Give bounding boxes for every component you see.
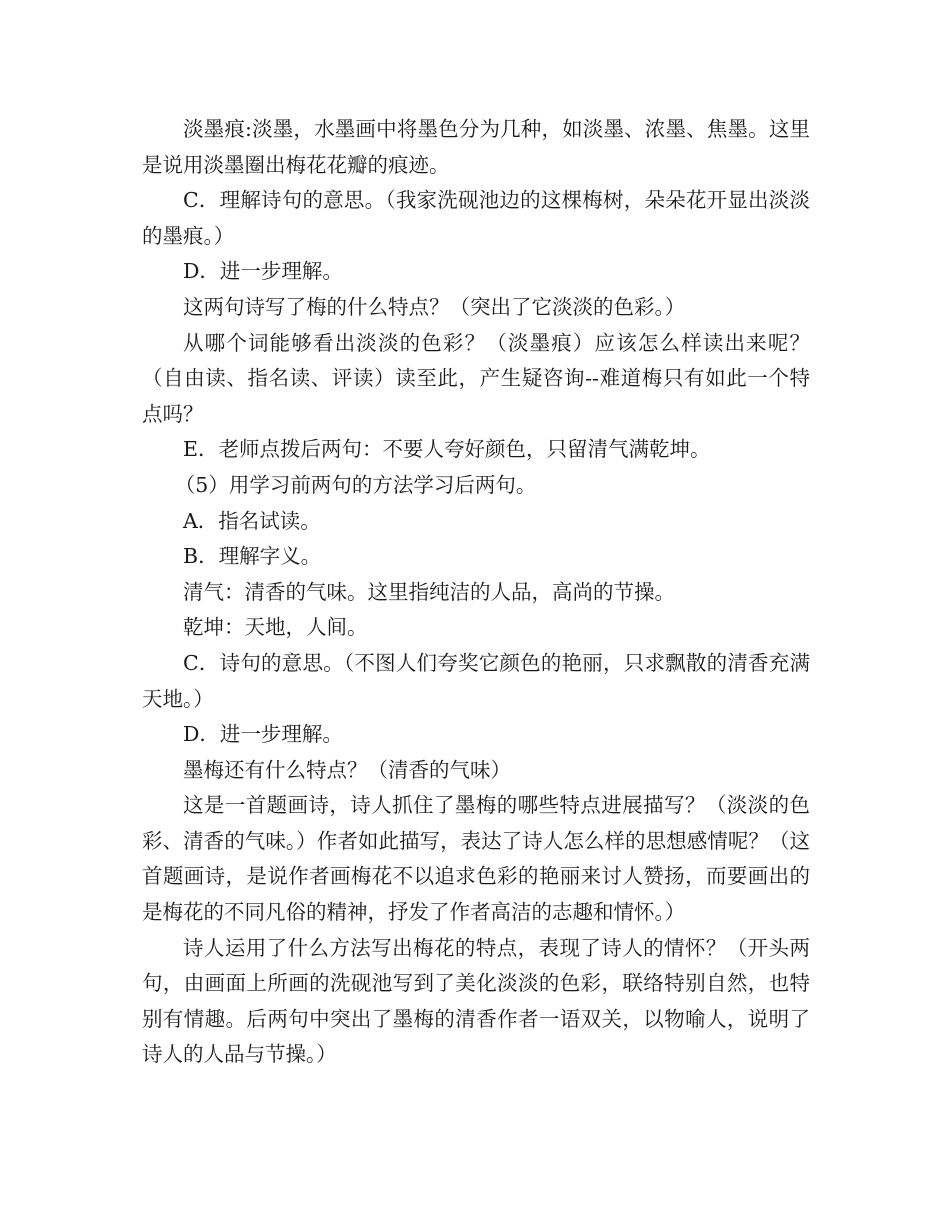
paragraph-step-5: （5）用学习前两句的方法学习后两句。 bbox=[174, 472, 537, 497]
paragraph-d-further: D．进一步理解。 bbox=[183, 259, 343, 284]
paragraph-plum-feature: 墨梅还有什么特点？（清香的气味） bbox=[183, 757, 511, 782]
paragraph-e-teacher: E．老师点拨后两句：不要人夸好颜色，只留清气满乾坤。 bbox=[183, 437, 711, 462]
paragraph-method-analysis: 诗人运用了什么方法写出梅花的特点，表现了诗人的情怀？（开头两句，由画面上所画的洗砚池写到了美化淡淡的色彩，联络特别自然，也特别有情趣。后两句中突出了墨梅的清香作者一语双关，以物喻人，说明了诗人的人品与节操。） bbox=[142, 935, 810, 1067]
paragraph-ink-mark-definition: 淡墨痕:淡墨，水墨画中将墨色分为几种，如淡墨、浓墨、焦墨。这里是说用淡墨圈出梅花花瓣的痕迹。 bbox=[142, 117, 810, 177]
paragraph-qingqi-definition: 清气：清香的气味。这里指纯洁的人品，高尚的节操。 bbox=[183, 579, 675, 604]
paragraph-which-word: 从哪个词能够看出淡淡的色彩？（淡墨痕）应该怎么样读出来呢？（自由读、指名读、评读）读至此，产生疑咨询--难道梅只有如此一个特点吗？ bbox=[142, 330, 810, 426]
paragraph-d-further-2: D．进一步理解。 bbox=[183, 722, 343, 747]
paragraph-c-meaning: C．理解诗句的意思。（我家洗砚池边的这棵梅树，朵朵花开显出淡淡的墨痕。） bbox=[142, 188, 810, 248]
paragraph-a-read: A．指名试读。 bbox=[183, 508, 321, 533]
paragraph-b-words: B．理解字义。 bbox=[183, 544, 322, 569]
document-page bbox=[142, 112, 810, 1073]
paragraph-question-feature: 这两句诗写了梅的什么特点？（突出了它淡淡的色彩。） bbox=[183, 294, 686, 319]
paragraph-poem-analysis: 这是一首题画诗，诗人抓住了墨梅的哪些特点进展描写？（淡淡的色彩、清香的气味。）作者如此描写，表达了诗人怎么样的思想感情呢？（这首题画诗，是说作者画梅花不以追求色彩的艳丽来讨人赞扬，而要画出的是梅花的不同凡俗的精神，抒发了作者高洁的志趣和情怀。） bbox=[142, 793, 810, 925]
paragraph-qiankun-definition: 乾坤：天地，人间。 bbox=[183, 615, 368, 640]
paragraph-c-poem-meaning: C．诗句的意思。（不图人们夸奖它颜色的艳丽，只求飘散的清香充满天地。） bbox=[142, 650, 810, 711]
